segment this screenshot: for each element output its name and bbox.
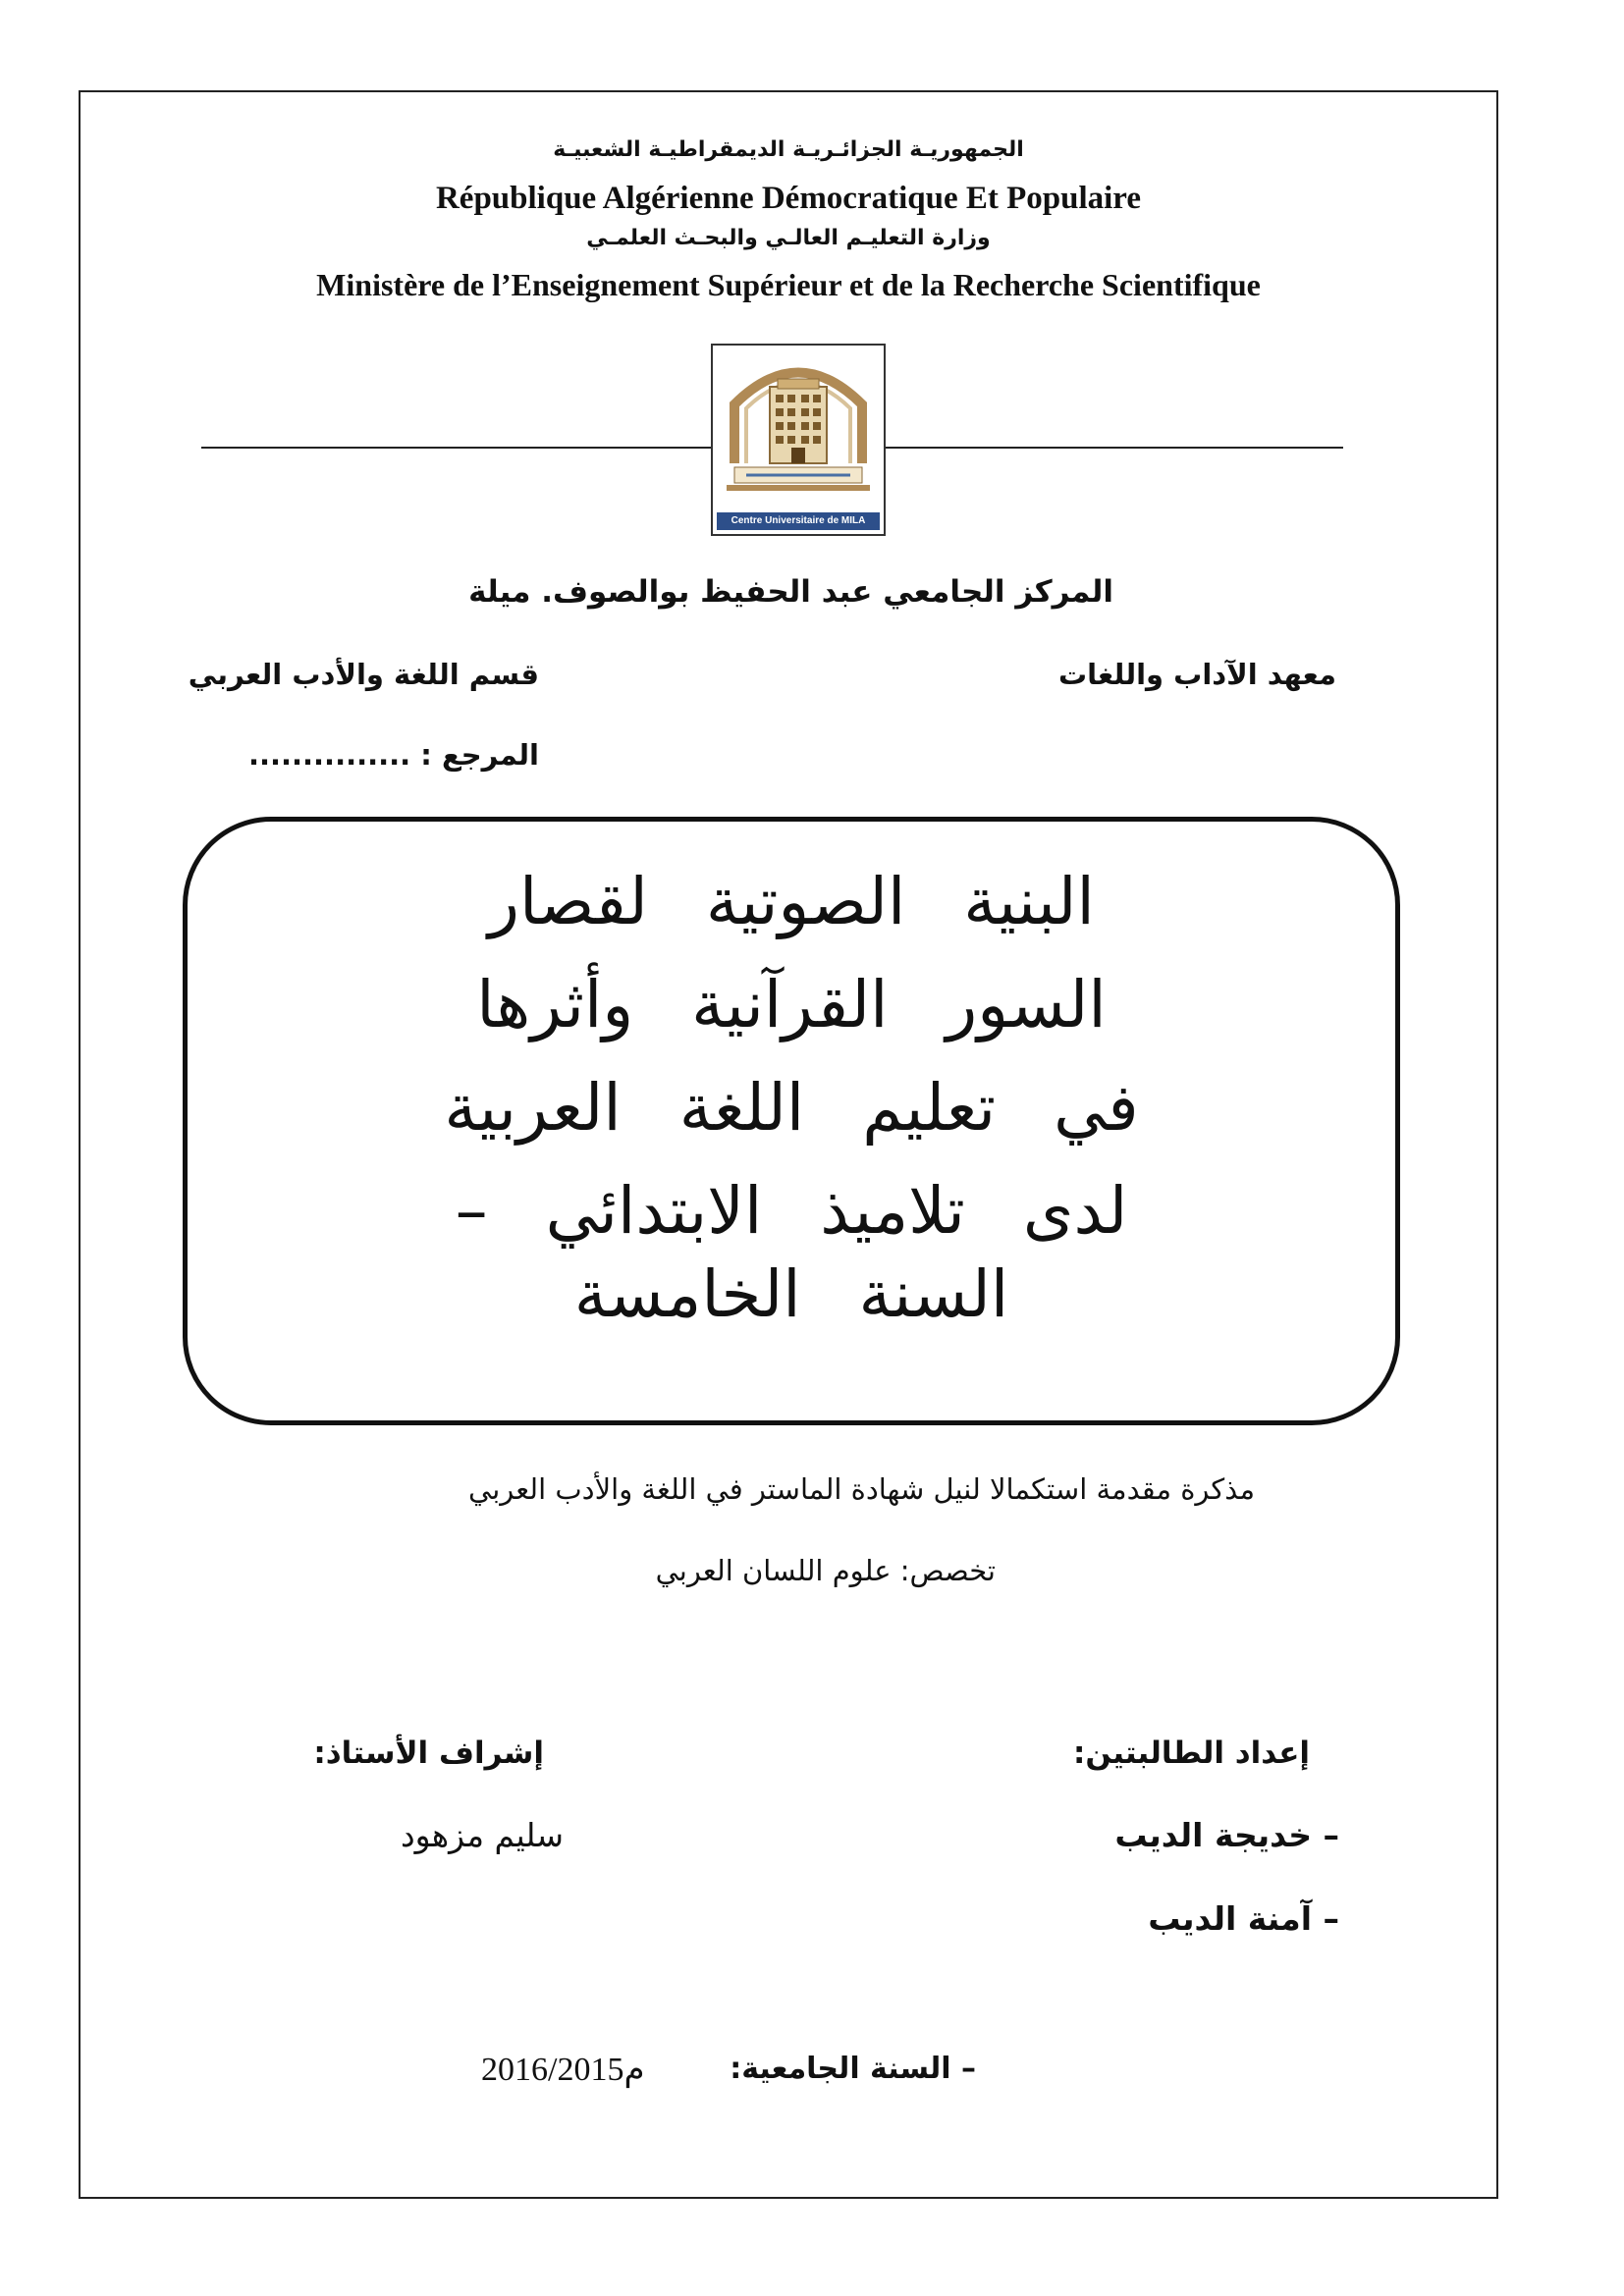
university-center-name: المركز الجامعي عبد الحفيظ بوالصوف. ميلة (468, 574, 1113, 610)
header-divider-left (201, 447, 711, 449)
ministry-french: Ministère de l’Enseignement Supérieur et de la Recherche Scientifique (316, 267, 1261, 302)
student-2-name: – آمنة الديب (1148, 1899, 1339, 1938)
academic-year-label: – السنة الجامعية: (730, 2052, 976, 2086)
students-label: إعداد الطالبتين: (1072, 1735, 1310, 1771)
title-line-1: البنية الصوتية لقصار (488, 864, 1095, 939)
logo-caption: Centre Universitaire de MILA (717, 512, 880, 530)
header-divider-right (886, 447, 1343, 449)
thesis-description: مذكرة مقدمة استكمالا لنيل شهادة الماستر في اللغة والأدب العربي (468, 1472, 1255, 1506)
thesis-specialty: تخصص: علوم اللسان العربي (655, 1554, 996, 1587)
university-logo (711, 344, 886, 536)
republic-french: République Algérienne Démocratique Et Populaire (435, 181, 1142, 216)
ministry-arabic: وزارة التعليـم العالـي والبحـث العلمـي (586, 226, 991, 250)
title-line-5: السنة الخامسة (573, 1256, 1009, 1332)
student-1-name: – خديجة الديب (1114, 1816, 1339, 1854)
republic-arabic: الجمهوريـة الجزائـريـة الديمقراطيـة الشعبيـة (553, 137, 1024, 162)
logo-building-icon (713, 346, 884, 512)
title-line-2: السور القرآنية وأثرها (476, 967, 1107, 1042)
title-line-3: في تعليم اللغة العربية (444, 1070, 1139, 1146)
reference-field: المرجع : ............... (247, 738, 539, 772)
academic-year-value: 2016/2015م (481, 2052, 645, 2088)
institute-name: معهد الآداب واللغات (1057, 658, 1336, 691)
title-line-4: لدى تلاميذ الابتدائي – (455, 1173, 1128, 1249)
supervisor-name: سليم مزهود (400, 1816, 564, 1854)
department-name: قسم اللغة والأدب العربي (188, 658, 539, 691)
supervisor-label: إشراف الأستاذ: (313, 1735, 544, 1771)
